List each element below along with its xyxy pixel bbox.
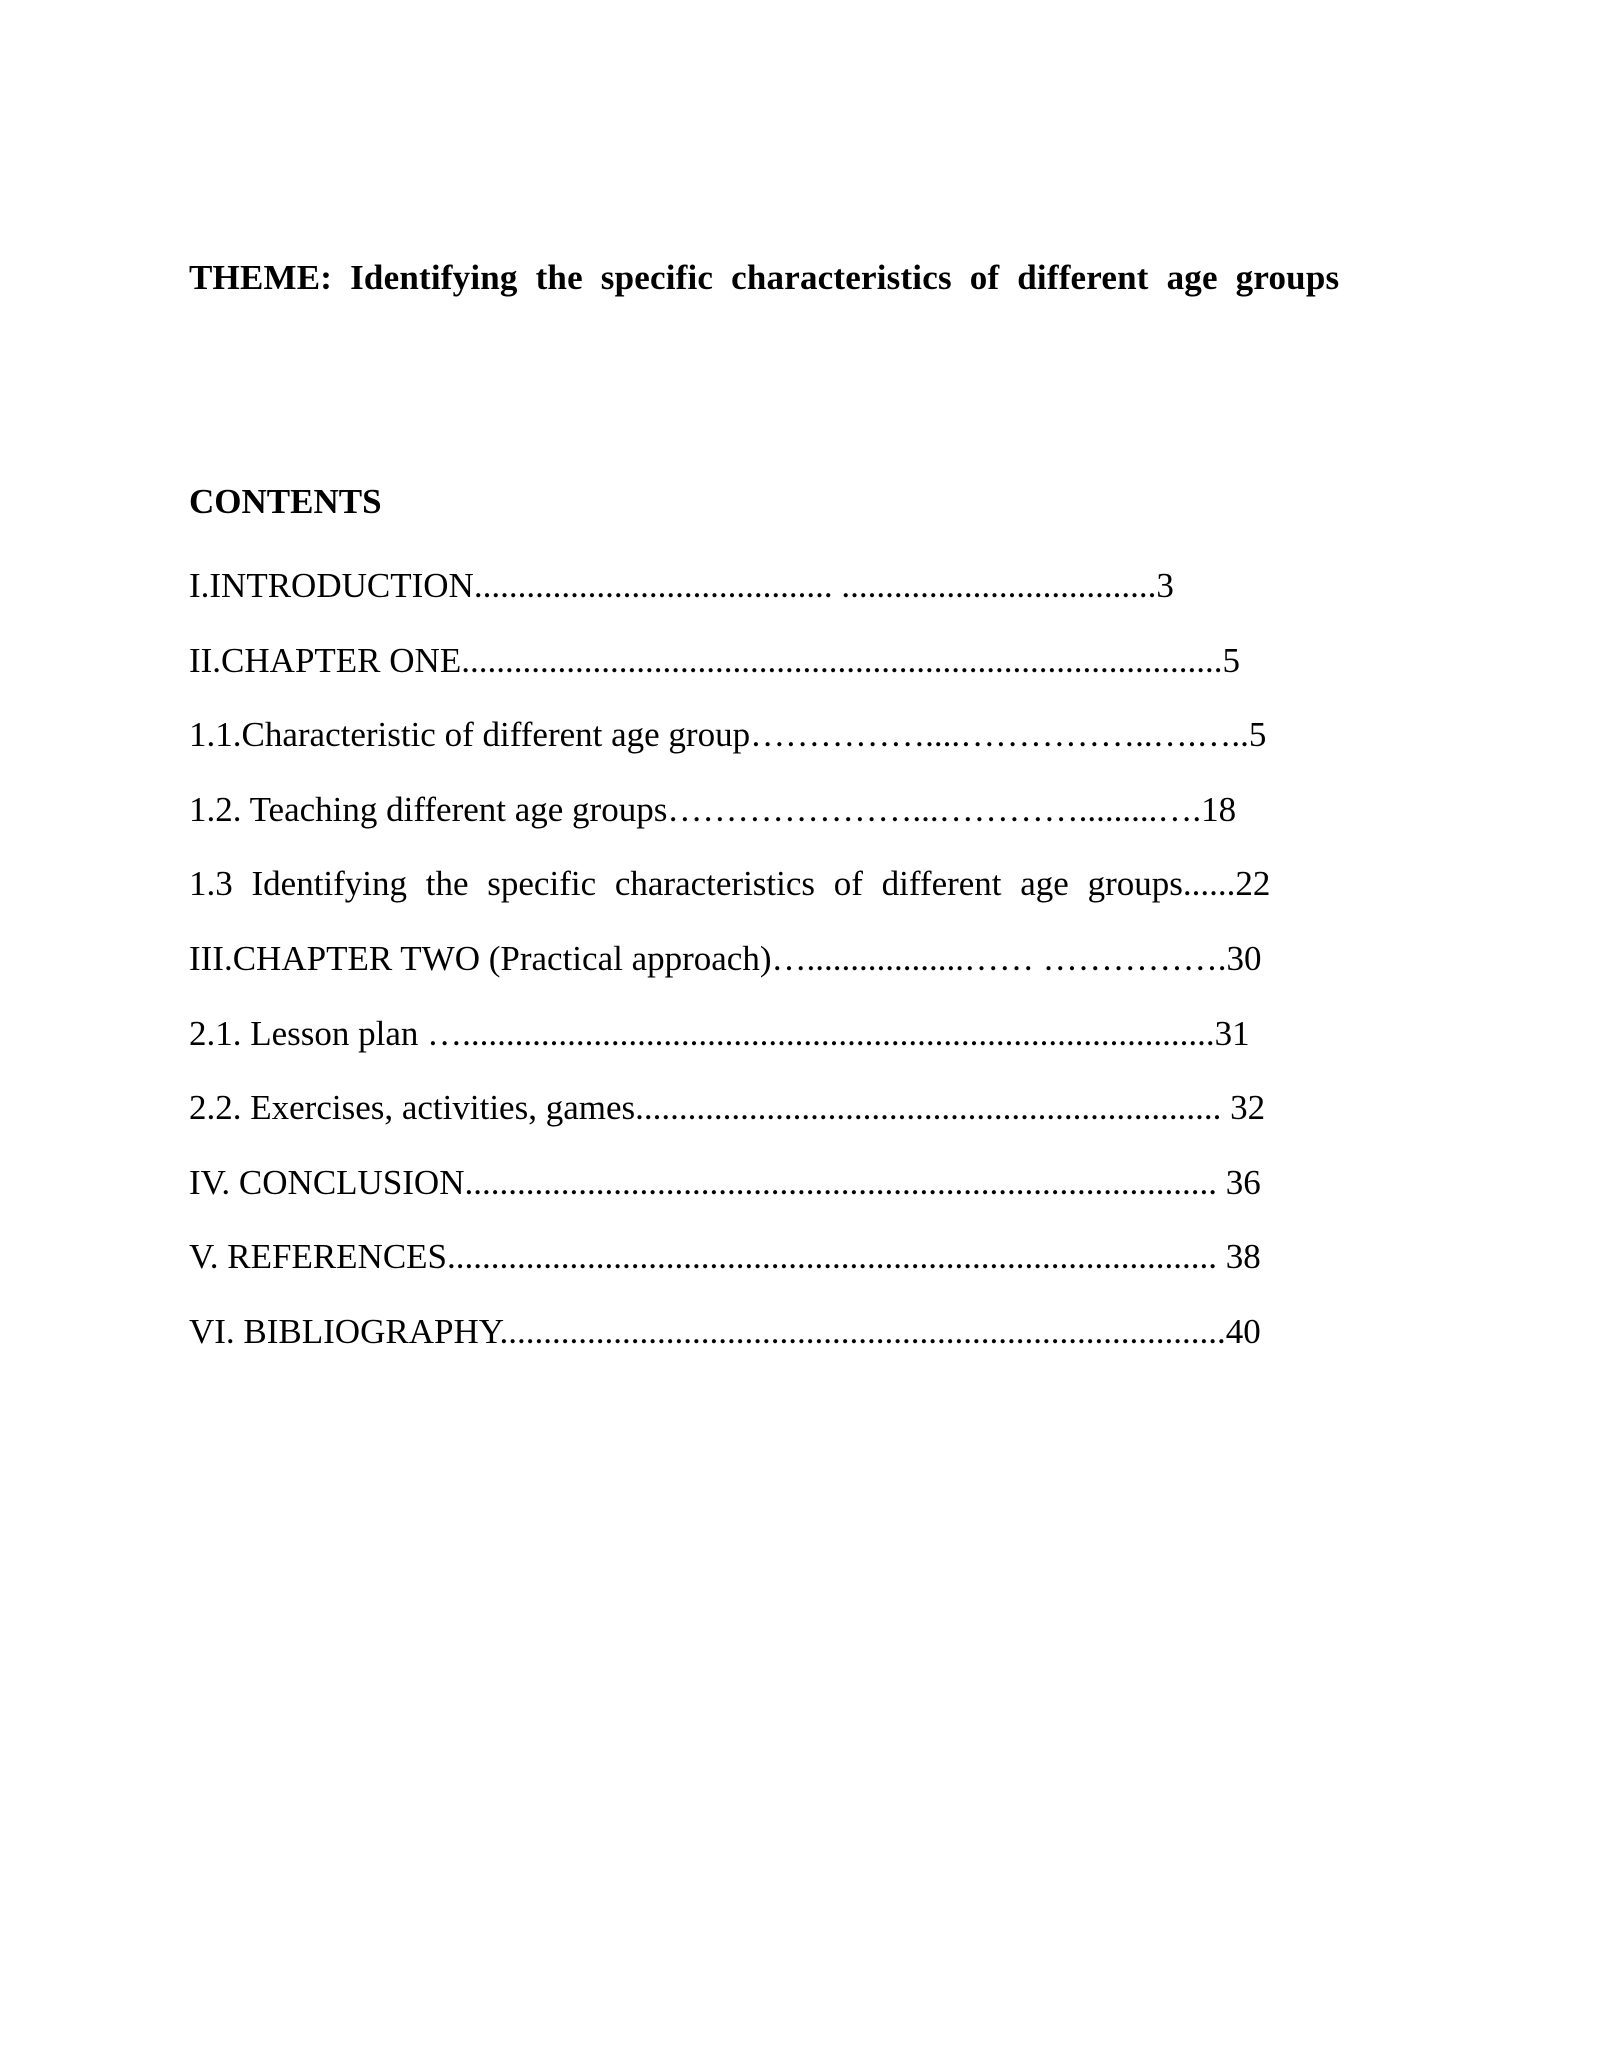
theme-line — [189, 258, 1339, 298]
toc-entry-references: V. REFERENCES........................................................................................ 38 — [189, 1237, 1261, 1277]
toc-entry-chapter-two: III.CHAPTER TWO (Practical approach)…..................…… …………….30 — [189, 938, 1262, 978]
toc-entry-conclusion: IV. CONCLUSION...................................................................................... 36 — [189, 1162, 1261, 1202]
table-of-contents — [189, 556, 1270, 1377]
toc-entry-chapter-one: II.CHAPTER ONE.......................................................................................5 — [189, 640, 1240, 680]
toc-entry-bibliography: VI. BIBLIOGRAPHY...................................................................................40 — [189, 1311, 1261, 1351]
toc-entry-introduction: I.INTRODUCTION......................................... ....................................3 — [189, 566, 1174, 605]
toc-entry-1-2: 1.2. Teaching different age groups…………………...………….........….18 — [189, 789, 1237, 829]
toc-entry-2-1: 2.1. Lesson plan …......................................................................................31 — [189, 1013, 1250, 1053]
contents-heading: CONTENTS — [189, 482, 382, 521]
toc-entry-2-2: 2.2. Exercises, activities, games................................................................... 32 — [189, 1088, 1266, 1128]
toc-entry-1-1: 1.1.Characteristic of different age group……………....……………..….…..5 — [189, 715, 1267, 755]
toc-entry-1-3: 1.3 Identifying the specific characteristics of different age groups......22 — [189, 864, 1271, 904]
theme-title: Identifying the specific characteristics of different age groups — [350, 258, 1340, 297]
theme-label: THEME: — [189, 258, 333, 297]
